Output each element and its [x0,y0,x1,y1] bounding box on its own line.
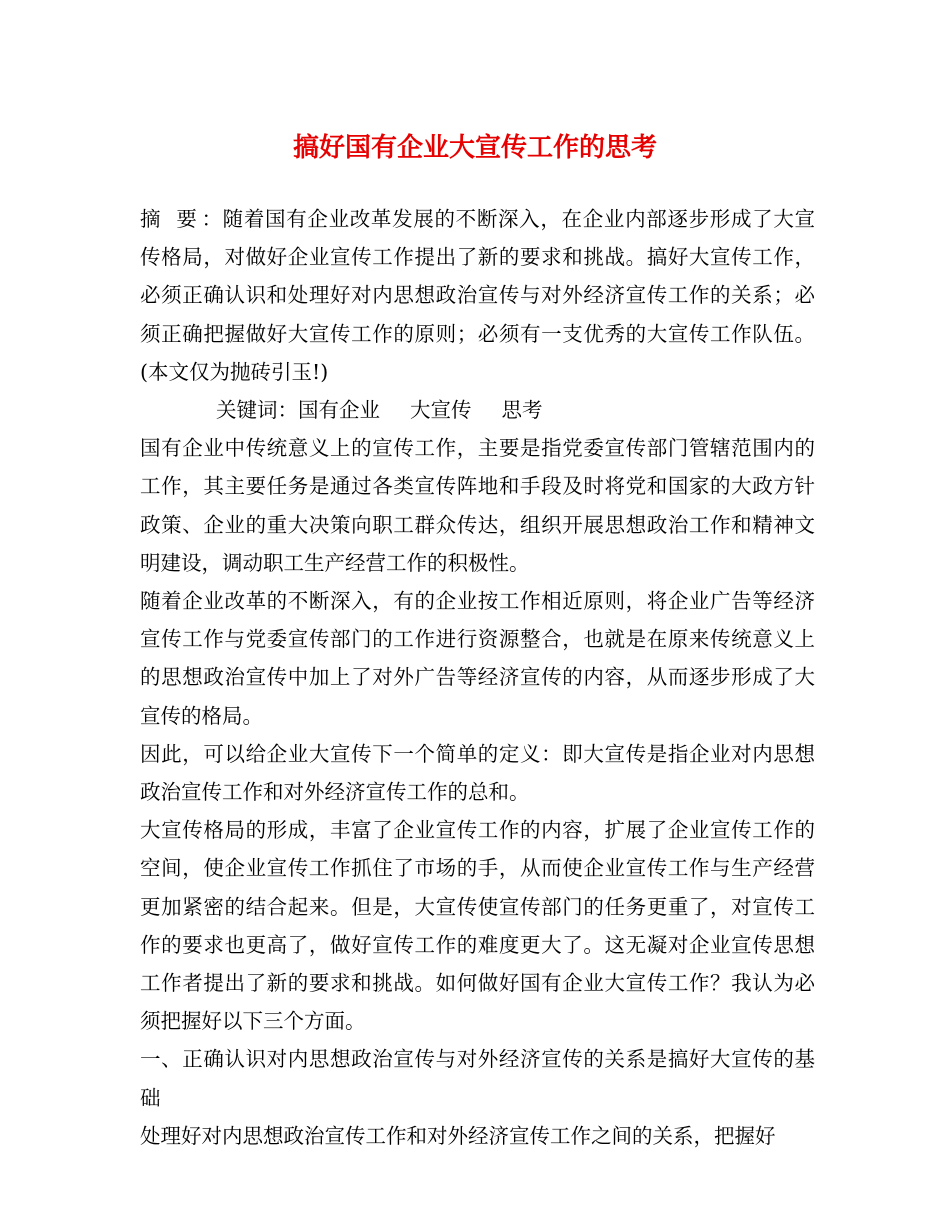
document-title: 搞好国有企业大宣传工作的思考 [292,133,657,163]
keyword-item: 大宣传 [410,398,472,423]
body-paragraph: 国有企业中传统意义上的宣传工作，主要是指党委宣传部门管辖范围内的工作，其主要任务是通过各类宣传阵地和手段及时将党和国家的大政方针政策、企业的重大决策向职工群众传达，组织开展思想政治工作和精神文明建设，调动职工生产经营工作的积极性。 [140,436,815,575]
body-paragraph: 随着企业改革的不断深入，有的企业按工作相近原则，将企业广告等经济宣传工作与党委宣传部门的工作进行资源整合，也就是在原来传统意义上的思想政治宣传中加上了对外广告等经济宣传的内容，从而逐步形成了大宣传的格局。 [140,589,815,728]
body-paragraph: 处理好对内思想政治宣传工作和对外经济宣传工作之间的关系，把握好 [140,1123,776,1148]
abstract-text: 随着国有企业改革发展的不断深入，在企业内部逐步形成了大宣传格局，对做好企业宣传工作提出了新的要求和挑战。搞好大宣传工作，必须正确认识和处理好对内思想政治宣传与对外经济宣传工作的关系；必须正确把握做好大宣传工作的原则；必须有一支优秀的大宣传工作队伍。(本文仅为抛砖引玉!) [140,207,815,384]
keywords-line [140,391,815,429]
abstract-paragraph [140,200,815,391]
section-heading: 一、正确认识对内思想政治宣传与对外经济宣传的关系是搞好大宣传的基础 [140,1047,815,1110]
keyword-item: 思考 [501,398,543,423]
body-paragraph: 因此，可以给企业大宣传下一个简单的定义：即大宣传是指企业对内思想政治宣传工作和对外经济宣传工作的总和。 [140,741,815,805]
keywords-label: 关键词： [216,398,298,423]
keyword-item: 国有企业 [298,398,380,423]
body-paragraph: 大宣传格局的形成，丰富了企业宣传工作的内容，扩展了企业宣传工作的空间，使企业宣传工作抓住了市场的手，从而使企业宣传工作与生产经营更加紧密的结合起来。但是，大宣传使宣传部门的任务更重了，对宣传工作的要求也更高了，做好宣传工作的难度更大了。这无凝对企业宣传思想工作者提出了新的要求和挑战。如何做好国有企业大宣传工作？我认为必须把握好以下三个方面。 [140,818,815,1034]
document-body [140,200,815,1155]
abstract-label: 摘 要： [140,207,222,231]
